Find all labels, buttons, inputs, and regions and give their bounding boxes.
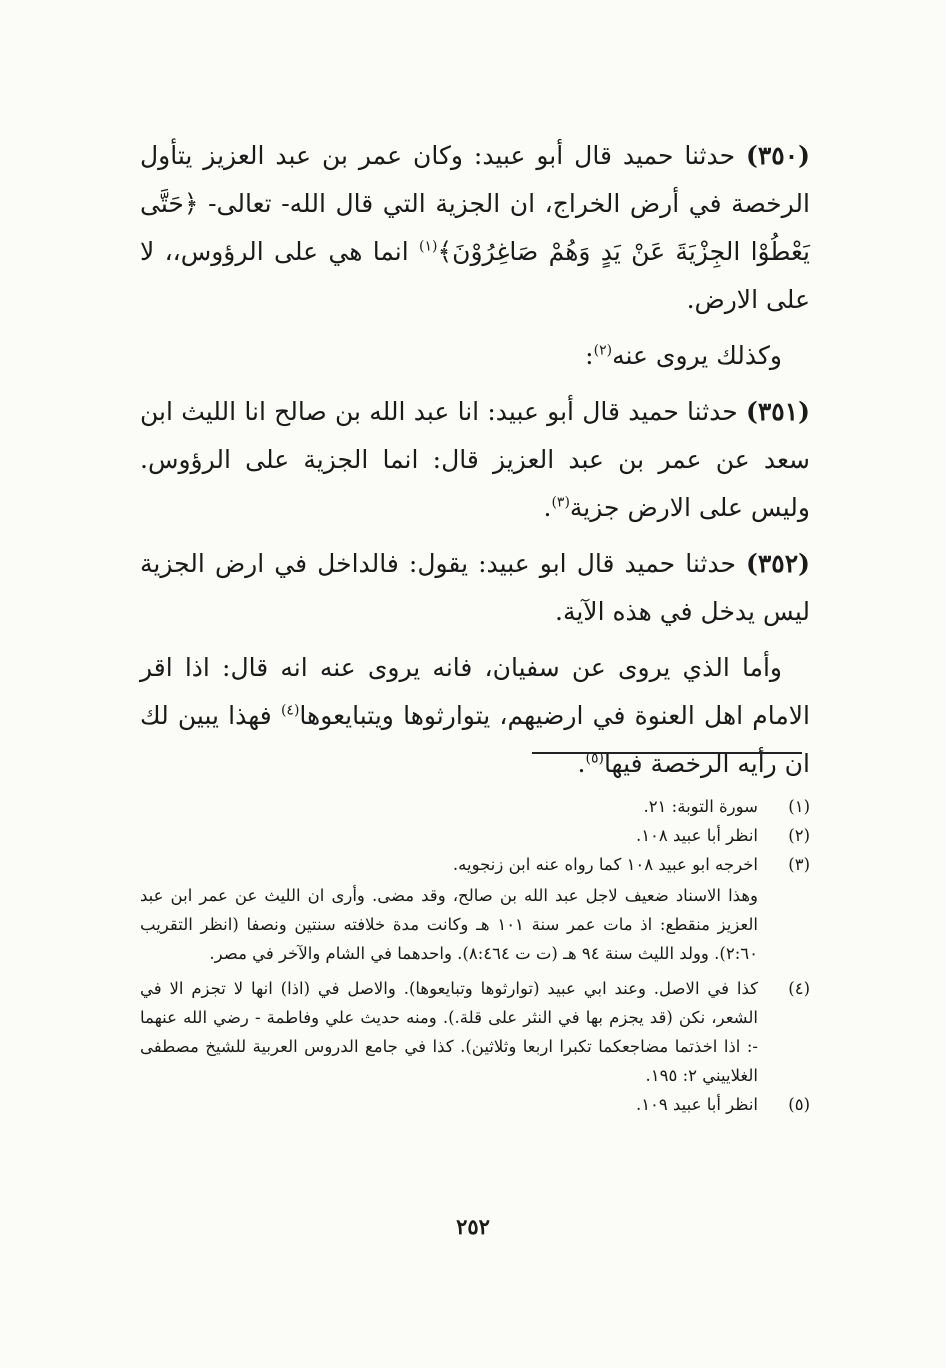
paragraph-text: وكذلك يروى عنه xyxy=(612,341,782,370)
paragraph-tail: انما هي على الرؤوس،، لا على الارض. xyxy=(140,237,810,314)
paragraph-352 xyxy=(140,540,810,636)
footnote-text xyxy=(140,792,758,821)
paragraph-narration xyxy=(140,332,810,380)
footnote-marker: (٣) xyxy=(788,855,810,874)
page-number: ٢٥٢ xyxy=(456,1214,490,1239)
footnote-4 xyxy=(140,974,810,1090)
footnote-text xyxy=(140,974,758,1090)
footnote-2 xyxy=(140,821,810,850)
paragraph-text: حدثنا حميد قال أبو عبيد: انا عبد الله بن صالح انا الليث ابن سعد عن عمر بن عبد العزيز قال: انما الجزية على الرؤوس. وليس على الارض جزية xyxy=(140,397,810,522)
footnote-marker: (٤) xyxy=(788,979,810,998)
paragraph-tail: : xyxy=(585,341,594,370)
paragraph-text: حدثنا حميد قال أبو عبيد: وكان عمر بن عبد العزيز يتأول الرخصة في أرض الخراج، ان الجزية التي قال الله- تعالى- ﴿حَتَّى يَعْطُوْا الجِزْيَةَ عَنْ يَدٍ وَهُمْ صَاغِرُوْنَ﴾ xyxy=(140,141,810,266)
hadith-number: (٣٥٢) xyxy=(746,549,810,578)
footnote-3 xyxy=(140,850,810,968)
footnote-marker: (٢) xyxy=(788,826,810,845)
paragraph-text: وأما الذي يروى عن سفيان، فانه يروى عنه انه قال: اذا اقر الامام اهل العنوة في ارضيهم، يتوارثوها ويتبايعوها xyxy=(140,653,810,730)
footnote-text xyxy=(140,1090,758,1119)
footnote-line: انظر أبا عبيد ١٠٩. xyxy=(635,1095,758,1114)
footnote-ref[interactable]: (٥) xyxy=(585,750,604,767)
paragraph-text: حدثنا حميد قال ابو عبيد: يقول: فالداخل في ارض الجزية ليس يدخل في هذه الآية. xyxy=(140,549,810,626)
footnotes xyxy=(140,792,810,1119)
paragraph-350 xyxy=(140,132,810,324)
footnote-line: اخرجه ابو عبيد ١٠٨ كما رواه عنه ابن زنجويه. xyxy=(452,855,758,874)
footnote-line: انظر أبا عبيد ١٠٨. xyxy=(635,826,758,845)
footnote-separator xyxy=(532,752,802,754)
footnote-marker: (٥) xyxy=(788,1095,810,1114)
footnote-marker: (١) xyxy=(788,797,810,816)
footnote-line: سورة التوبة: ٢١. xyxy=(643,797,758,816)
paragraph-tail: فهذا يبين لك ان رأيه الرخصة فيها xyxy=(140,701,810,778)
footnote-1 xyxy=(140,792,810,821)
paragraph-sufyan xyxy=(140,644,810,788)
paragraph-351 xyxy=(140,388,810,532)
footnote-line: وهذا الاسناد ضعيف لاجل عبد الله بن صالح، وقد مضى. وأرى ان الليث عن عمر ابن عبد العزيز منقطع: اذ مات عمر سنة ١٠١ هـ وكانت مدة خلافته سنتين ونصفا (انظر التقريب ٢:٦٠). وولد الليث سنة ٩٤ هـ (ت ت ٨:٤٦٤). واحدهما في الشام والآخر في مصر. xyxy=(140,886,758,963)
footnote-text xyxy=(140,821,758,850)
footnote-line: كذا في الاصل. وعند ابي عبيد (توارثوها وتبايعوها). والاصل في (اذا) انها لا تجزم الا في الشعر، نكن (قد يجزم بها في النثر على قلة.). ومنه حديث علي وفاطمة - رضي الله عنهما -: اذا اخذتما مضاجعكما تكبرا اربعا وثلاثين). كذا في جامع الدروس العربية للشيخ مصطفى الغلاييني ٢: ١٩٥. xyxy=(140,979,758,1085)
footnote-ref[interactable]: (٤) xyxy=(280,702,300,719)
main-text xyxy=(140,132,810,796)
hadith-number: (٣٥٠) xyxy=(746,141,810,170)
paragraph-tail: . xyxy=(577,749,586,778)
footnote-ref[interactable]: (٢) xyxy=(593,342,613,359)
footnote-5 xyxy=(140,1090,810,1119)
hadith-number: (٣٥١) xyxy=(746,397,810,426)
footnote-ref[interactable]: (٣) xyxy=(551,494,570,511)
paragraph-tail: . xyxy=(543,493,552,522)
footnote-text xyxy=(140,850,758,968)
footnote-ref[interactable]: (١) xyxy=(419,238,438,255)
